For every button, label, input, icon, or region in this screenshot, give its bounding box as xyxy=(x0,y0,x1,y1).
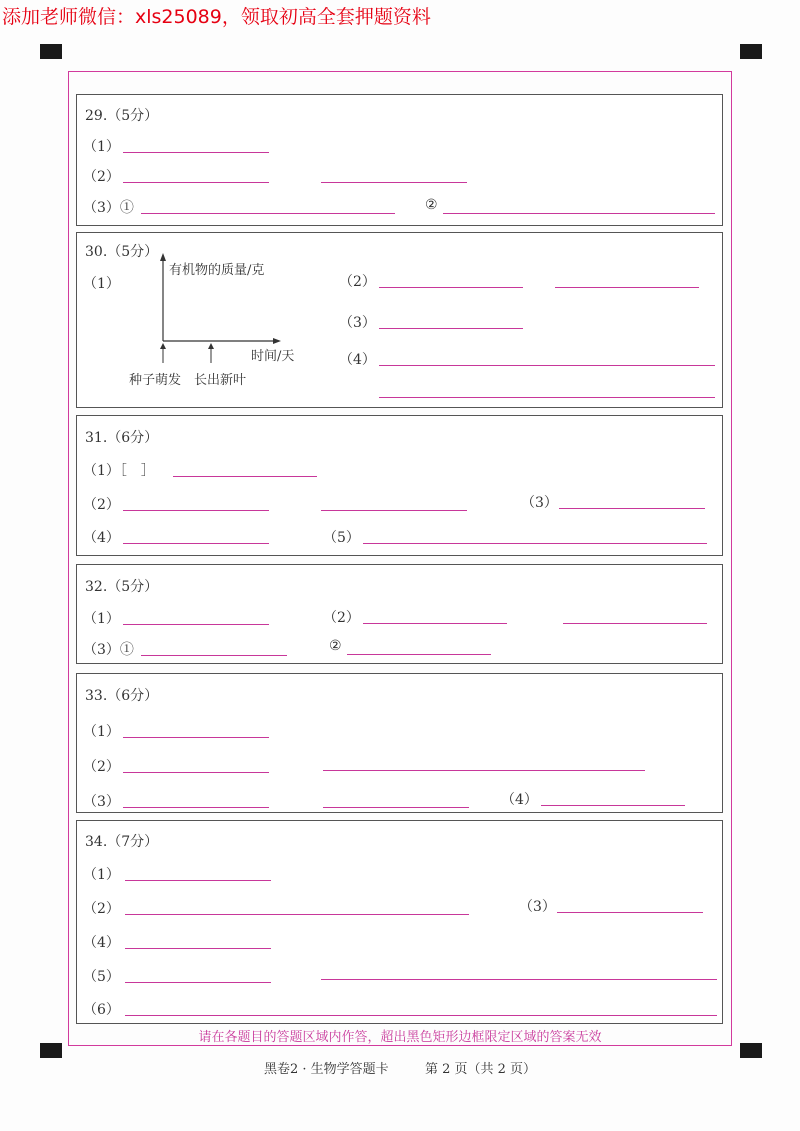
q30-answer-line-2a[interactable] xyxy=(379,287,523,288)
q33-answer-line-4[interactable] xyxy=(541,805,685,806)
q32-answer-line-3b[interactable] xyxy=(347,654,491,655)
q33-part-3-label: （3） xyxy=(83,794,120,810)
q31-answer-line-2a[interactable] xyxy=(123,510,269,511)
q34-answer-line-5b[interactable] xyxy=(321,979,717,980)
marker-1-arrow-icon xyxy=(160,343,166,349)
q29-part-3b-label: ② xyxy=(425,197,438,213)
q32-part-1-label: （1） xyxy=(83,611,120,627)
marker-2-arrow-icon xyxy=(208,343,214,349)
q34-part-3-label: （3） xyxy=(519,899,556,915)
graph-x-label: 时间/天 xyxy=(251,349,295,364)
q29-answer-line-1[interactable] xyxy=(123,152,269,153)
q31-part-2-label: （2） xyxy=(83,497,120,513)
q32-answer-line-3a[interactable] xyxy=(141,655,287,656)
q30-answer-line-2b[interactable] xyxy=(555,287,699,288)
question-33-title: 33.（6分） xyxy=(85,688,159,704)
question-29-box xyxy=(76,94,723,226)
q34-part-2-label: （2） xyxy=(83,901,120,917)
registration-mark-bottom-right xyxy=(740,1043,762,1058)
question-29-title: 29.（5分） xyxy=(85,108,159,124)
question-32-box xyxy=(76,564,723,664)
q34-part-5-label: （5） xyxy=(83,969,120,985)
q33-part-2-label: （2） xyxy=(83,759,120,775)
q32-part-2-label: （2） xyxy=(323,610,360,626)
x-axis-arrow-icon xyxy=(273,338,281,344)
q29-answer-line-2a[interactable] xyxy=(123,182,269,183)
footer-title: 黑卷2 · 生物学答题卡 xyxy=(263,1062,389,1077)
q34-answer-line-5a[interactable] xyxy=(125,982,271,983)
q34-part-4-label: （4） xyxy=(83,935,120,951)
q31-part-4-label: （4） xyxy=(83,530,120,546)
q34-answer-line-6[interactable] xyxy=(125,1015,717,1016)
question-30-title: 30.（5分） xyxy=(85,244,159,260)
registration-mark-top-left xyxy=(40,44,62,59)
question-34-title: 34.（7分） xyxy=(85,834,159,850)
watermark-text: 添加老师微信：xls25089，领取初高全套押题资料 xyxy=(2,6,431,28)
q32-part-3-label: （3）① xyxy=(83,642,134,658)
q31-answer-line-2b[interactable] xyxy=(321,510,467,511)
q34-answer-line-1[interactable] xyxy=(125,880,271,881)
question-34-box xyxy=(76,820,723,1024)
q34-part-6-label: （6） xyxy=(83,1002,120,1018)
page-footer xyxy=(0,1058,800,1077)
q31-answer-line-4[interactable] xyxy=(123,543,269,544)
q33-answer-line-1[interactable] xyxy=(123,737,269,738)
q33-answer-line-3a[interactable] xyxy=(123,807,269,808)
q30-part-3-label: （3） xyxy=(339,315,376,331)
q30-part-2-label: （2） xyxy=(339,274,376,290)
q29-part-2-label: （2） xyxy=(83,169,120,185)
q31-answer-line-3[interactable] xyxy=(559,508,705,509)
q33-answer-line-2a[interactable] xyxy=(123,772,269,773)
q34-answer-line-2[interactable] xyxy=(125,914,469,915)
graph-marker-2-label: 长出新叶 xyxy=(194,373,247,388)
q34-answer-line-4[interactable] xyxy=(125,948,271,949)
q30-part-4-label: （4） xyxy=(339,352,376,368)
question-32-title: 32.（5分） xyxy=(85,579,159,595)
graph-marker-1-label: 种子萌发 xyxy=(129,373,182,388)
q31-answer-line-1[interactable] xyxy=(173,476,317,477)
q29-part-1-label: （1） xyxy=(83,139,120,155)
question-31-title: 31.（6分） xyxy=(85,430,159,446)
footer-page-number: 第 2 页（共 2 页） xyxy=(424,1062,537,1077)
q29-answer-line-3a[interactable] xyxy=(141,213,395,214)
q31-part-1-label: （1）［ ］ xyxy=(83,463,155,479)
q31-part-3-label: （3） xyxy=(521,495,558,511)
q32-part-3b-label: ② xyxy=(329,638,342,654)
answer-area-notice: 请在各题目的答题区域内作答，超出黑色矩形边框限定区域的答案无效 xyxy=(198,1030,602,1045)
registration-mark-bottom-left xyxy=(40,1043,62,1058)
q31-answer-line-5[interactable] xyxy=(363,543,707,544)
question-33-box xyxy=(76,673,723,813)
q31-part-5-label: （5） xyxy=(323,530,360,546)
q30-answer-line-4a[interactable] xyxy=(379,365,715,366)
q33-part-4-label: （4） xyxy=(501,792,538,808)
question-30-box xyxy=(76,232,723,408)
q32-answer-line-2b[interactable] xyxy=(563,623,707,624)
q32-answer-line-1[interactable] xyxy=(123,624,269,625)
q29-answer-line-3b[interactable] xyxy=(443,213,715,214)
graph-y-label: 有机物的质量/克 xyxy=(169,263,265,278)
q33-part-1-label: （1） xyxy=(83,724,120,740)
registration-mark-top-right xyxy=(740,44,762,59)
y-axis-arrow-icon xyxy=(160,253,166,261)
question-31-box xyxy=(76,415,723,556)
q29-part-3-label: （3）① xyxy=(83,200,134,216)
q33-answer-line-3b[interactable] xyxy=(323,807,469,808)
q34-part-1-label: （1） xyxy=(83,867,120,883)
q30-answer-line-4b[interactable] xyxy=(379,397,715,398)
q30-part-1-label: （1） xyxy=(83,276,120,292)
q33-answer-line-2b[interactable] xyxy=(323,770,645,771)
q30-answer-line-3[interactable] xyxy=(379,328,523,329)
q29-answer-line-2b[interactable] xyxy=(321,182,467,183)
q34-answer-line-3[interactable] xyxy=(557,912,703,913)
q32-answer-line-2a[interactable] xyxy=(363,623,507,624)
